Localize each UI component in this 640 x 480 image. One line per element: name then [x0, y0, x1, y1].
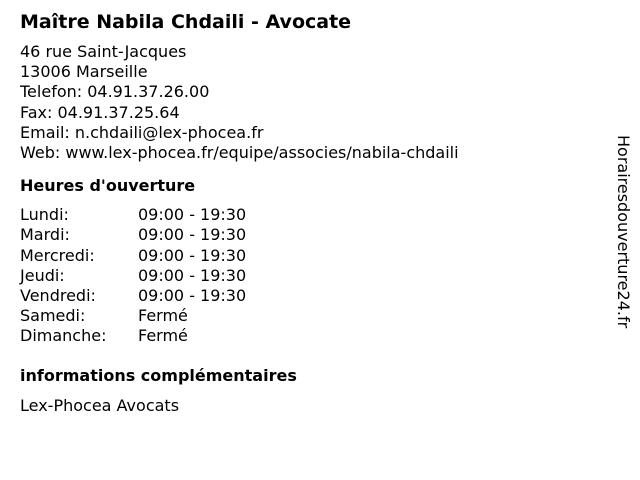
address-street: 46 rue Saint-Jacques [20, 42, 187, 61]
business-card [20, 10, 610, 416]
day-hours: 09:00 - 19:30 [138, 286, 247, 306]
extra-info-heading: informations complémentaires [20, 365, 297, 385]
day-hours: Fermé [138, 326, 188, 346]
day-hours: 09:00 - 19:30 [138, 245, 247, 265]
day-label: Jeudi: [20, 265, 65, 285]
day-hours: 09:00 - 19:30 [138, 225, 247, 245]
day-hours: Fermé [138, 306, 188, 326]
day-label: Samedi: [20, 306, 86, 326]
hours-row [20, 266, 610, 286]
day-label: Mercredi: [20, 245, 95, 265]
hours-row [20, 326, 610, 346]
day-label: Dimanche: [20, 326, 107, 346]
hours-row [20, 225, 610, 245]
day-label: Lundi: [20, 205, 69, 225]
opening-hours-heading: Heures d'ouverture [20, 176, 196, 196]
address-city: 13006 Marseille [20, 62, 148, 82]
extra-info-text: Lex-Phocea Avocats [20, 395, 180, 415]
hours-row [20, 286, 610, 306]
fax-line: Fax: 04.91.37.25.64 [20, 102, 180, 122]
hours-row [20, 306, 610, 326]
day-label: Mardi: [20, 225, 70, 245]
day-label: Vendredi: [20, 286, 96, 306]
web-line[interactable]: Web: www.lex-phocea.fr/equipe/associes/nabila-chdaili [20, 143, 459, 163]
day-hours: 09:00 - 19:30 [138, 265, 247, 285]
day-hours: 09:00 - 19:30 [138, 205, 247, 225]
phone-line[interactable]: Telefon: 04.91.37.26.00 [20, 82, 210, 102]
email-line[interactable]: Email: n.chdaili@lex-phocea.fr [20, 122, 264, 142]
side-brand-text[interactable]: Horairesdouverture24.fr [614, 135, 633, 329]
address-block [20, 42, 610, 163]
page-title: Maître Nabila Chdaili - Avocate [20, 11, 352, 33]
hours-row [20, 246, 610, 266]
opening-hours-table [20, 205, 610, 346]
hours-row [20, 205, 610, 225]
